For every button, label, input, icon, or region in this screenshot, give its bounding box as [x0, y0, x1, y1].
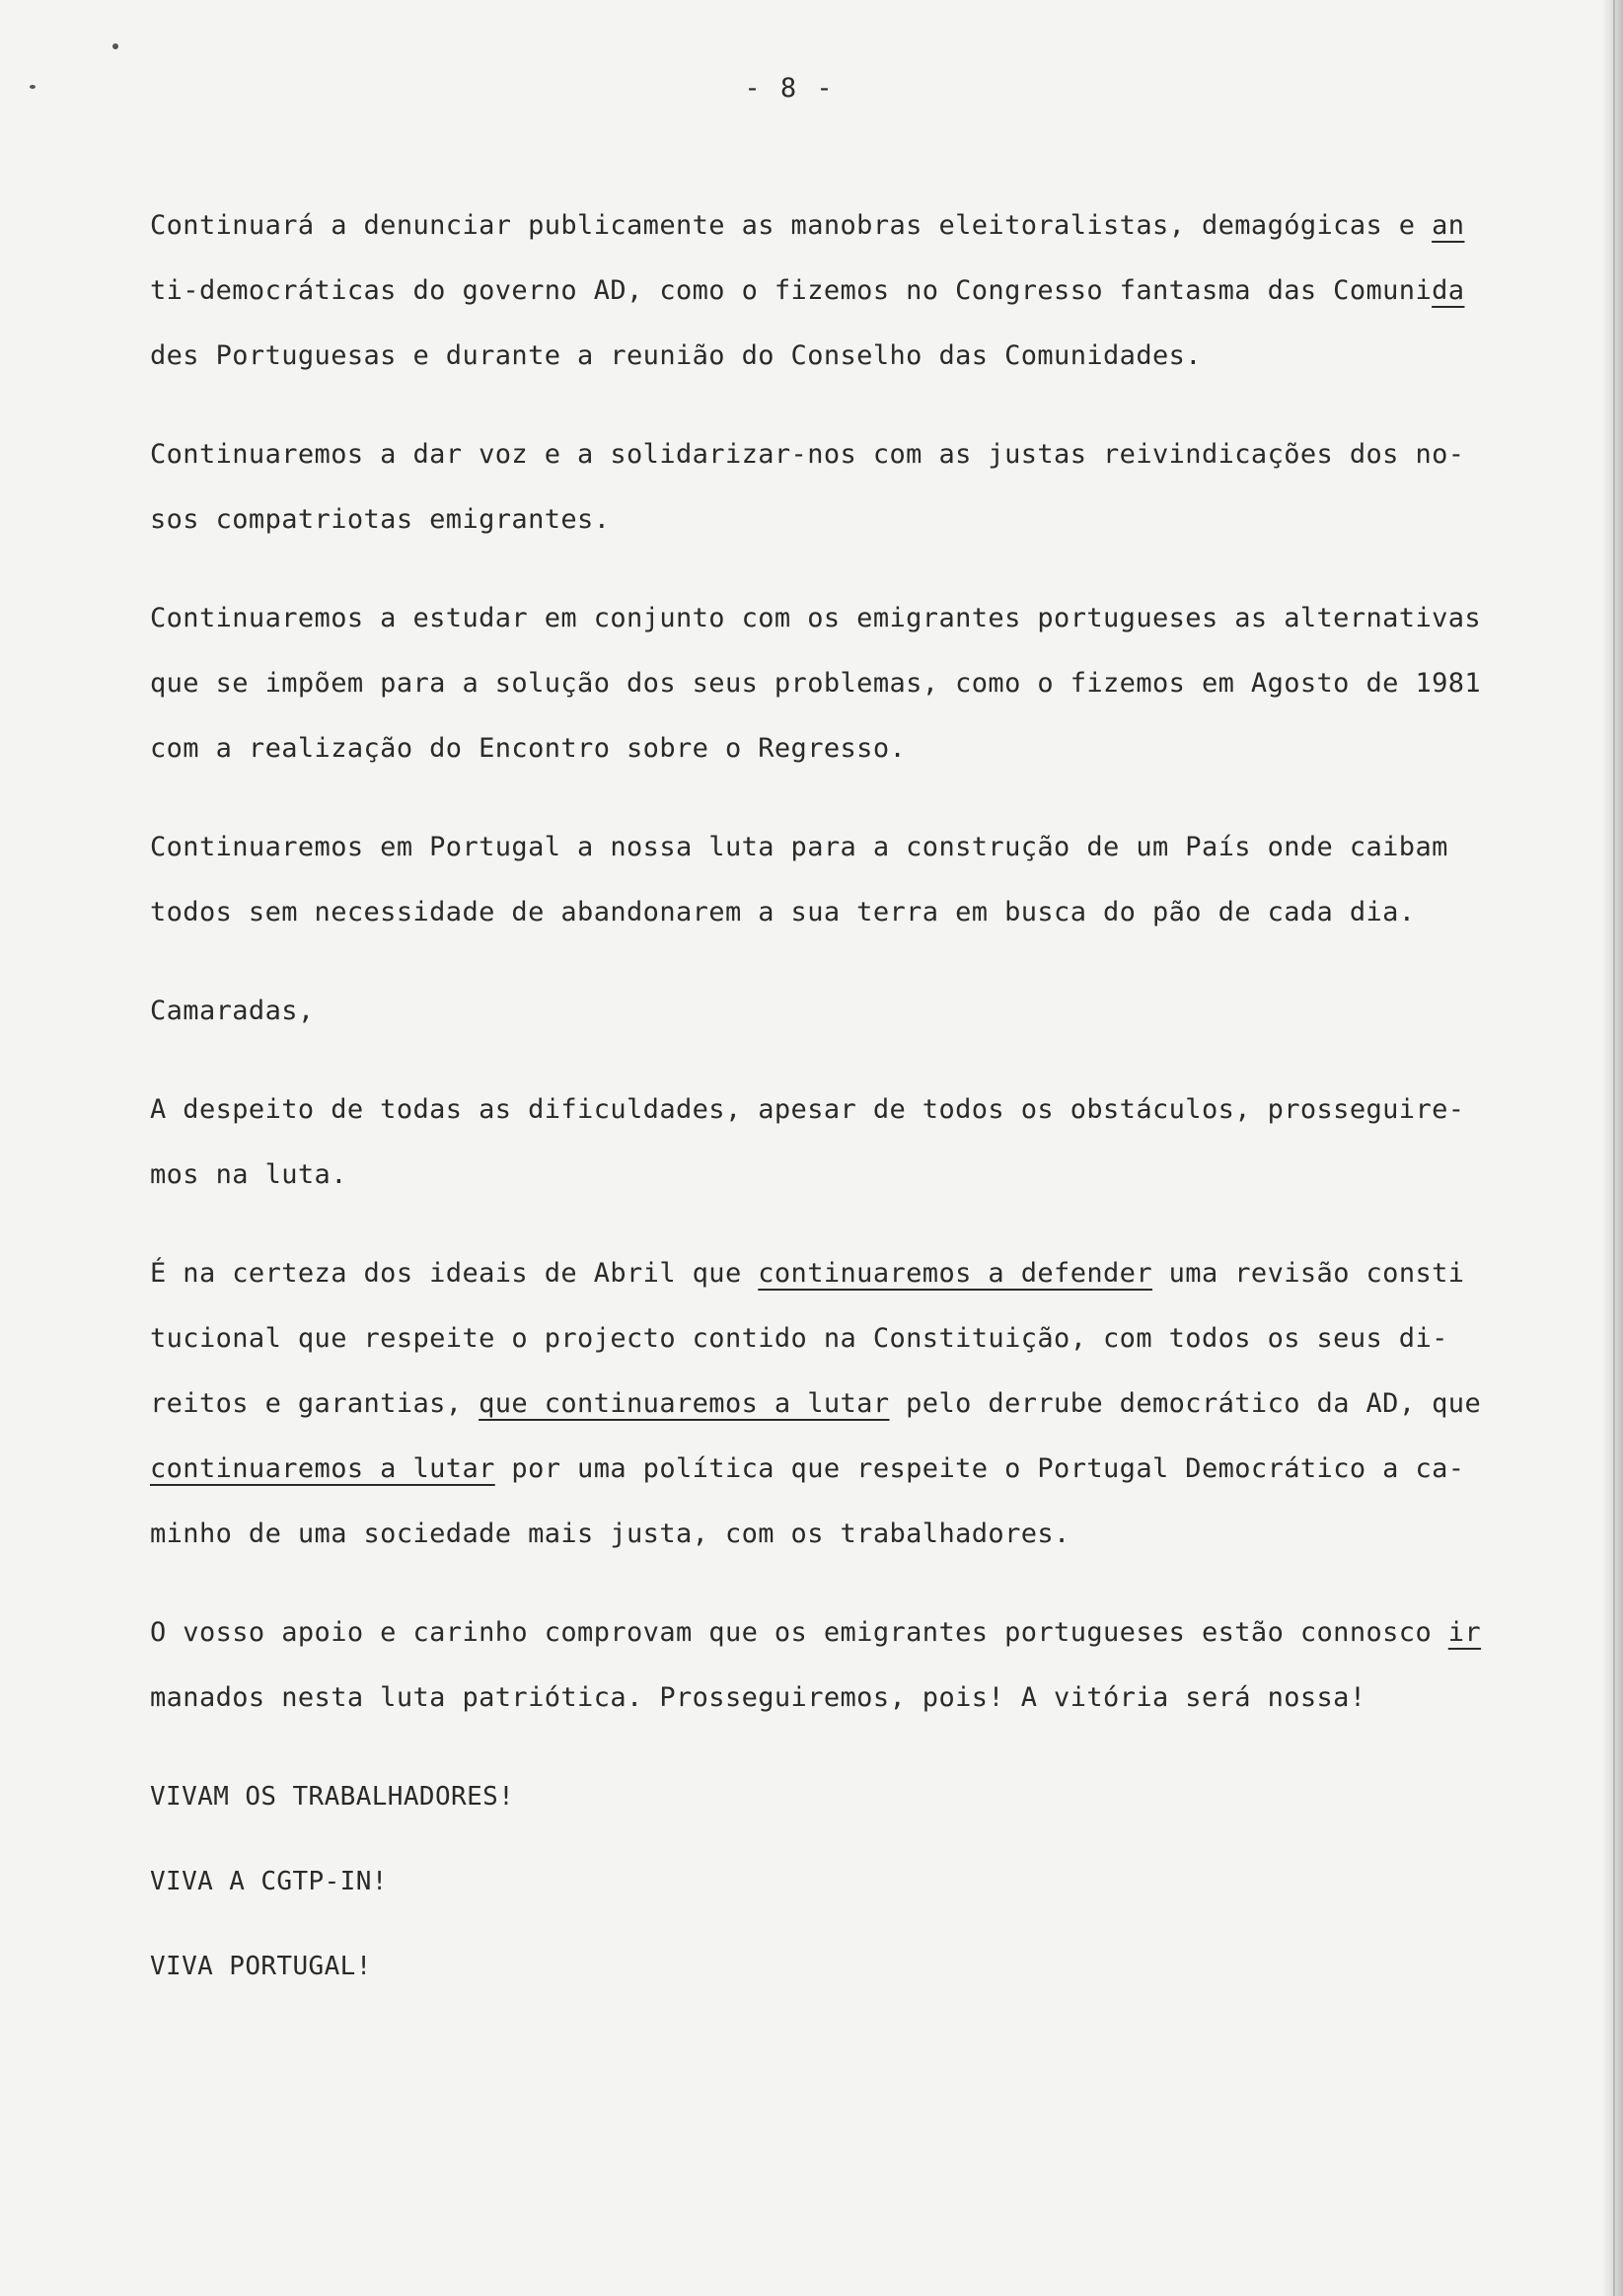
paragraph [150, 1600, 1512, 1731]
text-line [150, 487, 1512, 553]
text-segment: Continuaremos a dar voz e a solidarizar-nos com as justas reivindicações dos no- [150, 439, 1465, 470]
underlined-text: continuaremos a defender [758, 1258, 1152, 1289]
text-line [150, 422, 1512, 487]
underlined-text: an [1432, 210, 1465, 241]
paragraph [150, 422, 1512, 553]
underlined-text: da [1432, 275, 1465, 306]
text-line [150, 193, 1512, 259]
text-segment: que se impõem para a solução dos seus problemas, como o fizemos em Agosto de 1981 [150, 668, 1482, 699]
text-line [150, 716, 1512, 781]
text-segment: Continuaremos a estudar em conjunto com os emigrantes portugueses as alternativas [150, 603, 1482, 633]
text-segment: O vosso apoio e carinho comprovam que os emigrantes portugueses estão connosco [150, 1617, 1448, 1648]
text-segment: minho de uma sociedade mais justa, com os trabalhadores. [150, 1518, 1070, 1549]
text-segment: mos na luta. [150, 1159, 347, 1190]
page-edge-line [1613, 0, 1615, 2296]
text-line [150, 586, 1512, 651]
underlined-text: continuaremos a lutar [150, 1453, 495, 1484]
closing-slogan: VIVA A CGTP-IN! [150, 1867, 388, 1896]
text-line [150, 1600, 1512, 1666]
text-segment: sos compatriotas emigrantes. [150, 504, 611, 535]
paragraph [150, 586, 1512, 781]
text-segment: pelo derrube democrático da AD, que [889, 1388, 1482, 1419]
text-segment: por uma política que respeite o Portugal Democrático a ca- [494, 1453, 1465, 1484]
text-segment: tucional que respeite o projecto contido na Constituição, com todos os seus di- [150, 1323, 1448, 1354]
text-segment: ti-democráticas do governo AD, como o fizemos no Congresso fantasma das Comuni [150, 275, 1433, 306]
text-segment: des Portuguesas e durante a reunião do Conselho das Comunidades. [150, 340, 1202, 371]
text-line [150, 651, 1512, 716]
text-segment: reitos e garantias, [150, 1388, 480, 1419]
page-number: - 8 - [744, 73, 835, 104]
text-line [150, 1666, 1512, 1731]
text-segment: A despeito de todas as dificuldades, apesar de todos os obstáculos, prosseguire- [150, 1094, 1465, 1125]
document-body [150, 193, 1512, 2019]
text-line [150, 259, 1512, 324]
text-line [150, 1241, 1512, 1306]
text-line [150, 324, 1512, 389]
page-edge-shadow [1601, 0, 1623, 2296]
text-line [150, 1077, 1512, 1143]
underlined-text: que continuaremos a lutar [479, 1388, 890, 1419]
text-line [150, 880, 1512, 945]
text-segment: Continuará a denunciar publicamente as manobras eleitoralistas, demagógicas e [150, 210, 1433, 241]
text-line [150, 979, 1512, 1044]
text-segment: É na certeza dos ideais de Abril que [150, 1258, 759, 1289]
paragraph [150, 979, 1512, 1044]
closing-slogan: VIVAM OS TRABALHADORES! [150, 1782, 515, 1812]
paragraph [150, 193, 1512, 389]
paragraph [150, 1241, 1512, 1567]
paper-speck [112, 43, 118, 49]
text-line [150, 815, 1512, 880]
underlined-text: ir [1447, 1617, 1482, 1648]
text-segment: todos sem necessidade de abandonarem a sua terra em busca do pão de cada dia. [150, 897, 1416, 927]
closing-slogan: VIVA PORTUGAL! [150, 1952, 372, 1981]
text-segment: uma revisão consti [1151, 1258, 1465, 1289]
text-segment: com a realização do Encontro sobre o Regresso. [150, 733, 907, 764]
text-segment: Continuaremos em Portugal a nossa luta para a construção de um País onde caibam [150, 832, 1448, 862]
text-line [150, 1371, 1512, 1437]
text-segment: manados nesta luta patriótica. Prosseguiremos, pois! A vitória será nossa! [150, 1682, 1366, 1713]
text-line [150, 1502, 1512, 1567]
text-segment: Camaradas, [150, 996, 315, 1026]
paragraph [150, 815, 1512, 945]
text-line [150, 1306, 1512, 1371]
text-line [150, 1143, 1512, 1208]
paragraph [150, 1077, 1512, 1208]
text-line [150, 1437, 1512, 1502]
